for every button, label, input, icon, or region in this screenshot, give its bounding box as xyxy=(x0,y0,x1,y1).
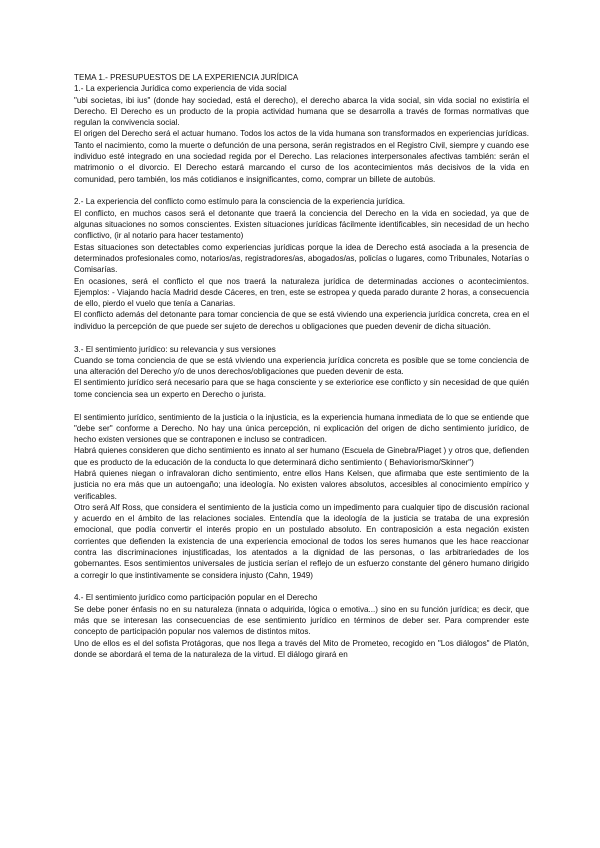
section-2-paragraph: El conflicto, en muchos casos será el detonante que traerá la conciencia del Derecho en la vida en sociedad, ya que de algunas situaciones no somos conscientes. Existen situaciones jurídicas fácilmente identificables, sin necesidad de un hecho conflictivo, (ir al notario para hacer testamento) xyxy=(74,208,529,241)
section-spacer xyxy=(74,581,529,593)
section-spacer xyxy=(74,400,529,412)
section-spacer xyxy=(74,332,529,344)
section-3-paragraph: Habrá quienes niegan o infravaloran dicho sentimiento, entre ellos Hans Kelsen, que afirmaba que este sentimiento de la justicia no era más que un autoengaño; una ideología. No existen valores absolutos, accesibles al conocimiento empírico y verificables. xyxy=(74,469,529,501)
section-3-paragraph: El sentimiento jurídico, sentimiento de la justicia o la injusticia, es la experiencia humana inmediata de lo que se entiende que "debe ser" conforme a Derecho. No hay una única percepción, ni explicación del origen de dicho sentimiento jurídico, de hecho existen versiones que se contraponen e incluso se contradicen. xyxy=(74,412,529,445)
document-title: TEMA 1.- PRESUPUESTOS DE LA EXPERIENCIA JURÍDICA xyxy=(74,73,299,82)
section-2-heading: 2.- La experiencia del conflicto como estímulo para la consciencia de la experiencia jurídica. xyxy=(74,197,406,207)
section-1-paragraph: El origen del Derecho será el actuar humano. Todos los actos de la vida humana son transformados en experiencias jurídicas. Tanto el nacimiento, como la muerte o defunción de una persona, serán registrados en el Registro Civil, siempre y cuando ese individuo esté integrado en una sociedad regida por el Derecho. Las relaciones interpersonales afectivas también: serán el matrimonio o el divorcio. El Derecho estará marcando el curso de los acontecimientos más decisivos de la vida en comunidad, pero también, los más cotidianos e insignificantes, como, comprar un billete de autobús. xyxy=(74,129,529,184)
section-3-heading: 3.- El sentimiento jurídico: su relevancia y sus versiones xyxy=(74,344,276,354)
section-4-paragraph: Uno de ellos es el del sofista Protágoras, que nos llega a través del Mito de Prometeo, recogido en "Los diálogos" de Platón, donde se abordará el tema de la naturaleza de la virtud. El diálogo girará en xyxy=(74,638,529,659)
section-1-heading: 1.- La experiencia Jurídica como experiencia de vida social xyxy=(74,84,287,94)
section-3-paragraph: El sentimiento jurídico será necesario para que se haga consciente y se exteriorice ese conflicto y sin necesidad de que quién tome conciencia sea un experto en Derecho o jurista. xyxy=(74,378,529,399)
section-2-paragraph: Estas situaciones son detectables como experiencias jurídicas porque la idea de Derecho está asociada a la presencia de determinados profesionales como, notarios/as, registradores/as, abogados/as, policías o lugares, como Tribunales, Notarías o Comisarías. xyxy=(74,242,529,275)
document-page xyxy=(74,72,529,660)
section-3-paragraph: Otro será Alf Ross, que considera el sentimiento de la justicia como un impedimento para cualquier tipo de discusión racional y acuerdo en el ámbito de las relaciones sociales. Entendía que la ideología de la justicia se trataba de una expresión emocional, que podía convertir el interés propio en un postulado absoluto. En contraposición a esta negación existen corrientes que defienden la existencia de una experiencia emocional de todos los seres humanos que les hace reaccionar contra las discriminaciones injustificadas, los atentados a la dignidad de las personas, o las arbitrariedades de los gobernantes. Esos sentimientos universales de justicia serían el reflejo de un esfuerzo constante del género humano dirigido a corregir lo que instintivamente se considera injusto (Cahn, 1949) xyxy=(74,502,529,580)
section-3-paragraph: Habrá quienes consideren que dicho sentimiento es innato al ser humano (Escuela de Ginebra/Piaget ) y otros que, defienden que es producto de la educación de la conducta lo que determinará dicho sentimiento ( Behaviorismo/Skinner") xyxy=(74,446,529,467)
section-1-paragraph: "ubi societas, ibi ius" (donde hay sociedad, está el derecho), el derecho abarca la vida social, sin vida social no existiría el Derecho. El Derecho es un producto de la propia actividad humana que se desarrolla a través de formas normativas que regulan la convivencia social. xyxy=(74,95,529,128)
section-3-paragraph: Cuando se toma conciencia de que se está viviendo una experiencia jurídica concreta es posible que se tome conciencia de una alteración del Derecho y/o de unos derechos/obligaciones que pueden devenir de esta. xyxy=(74,355,529,377)
section-4-heading: 4.- El sentimiento jurídico como participación popular en el Derecho xyxy=(74,593,318,603)
section-2-paragraph: En ocasiones, será el conflicto el que nos traerá la naturaleza jurídica de determinadas acciones o acontecimientos. Ejemplos: - Viajando hacía Madrid desde Cáceres, en tren, este se estropea y queda parado durante 2 horas, a consecuencia de ello, pierdo el vuelo que tenía a Canarias. xyxy=(74,276,529,309)
section-2-paragraph: El conflicto además del detonante para tomar conciencia de que se está viviendo una experiencia jurídica concreta, crea en el individuo la percepción de que puede ser sujeto de derechos u obligaciones que pueden devenir de dicha situación. xyxy=(74,310,529,331)
section-4-paragraph: Se debe poner énfasis no en su naturaleza (innata o adquirida, lógica o emotiva...) sino en su función jurídica; es decir, que más que se interesan las consecuencias de ese sentimiento jurídico en términos de deber ser. Para comprender este concepto de participación popular nos valemos de distintos mitos. xyxy=(74,604,529,637)
section-spacer xyxy=(74,185,529,197)
